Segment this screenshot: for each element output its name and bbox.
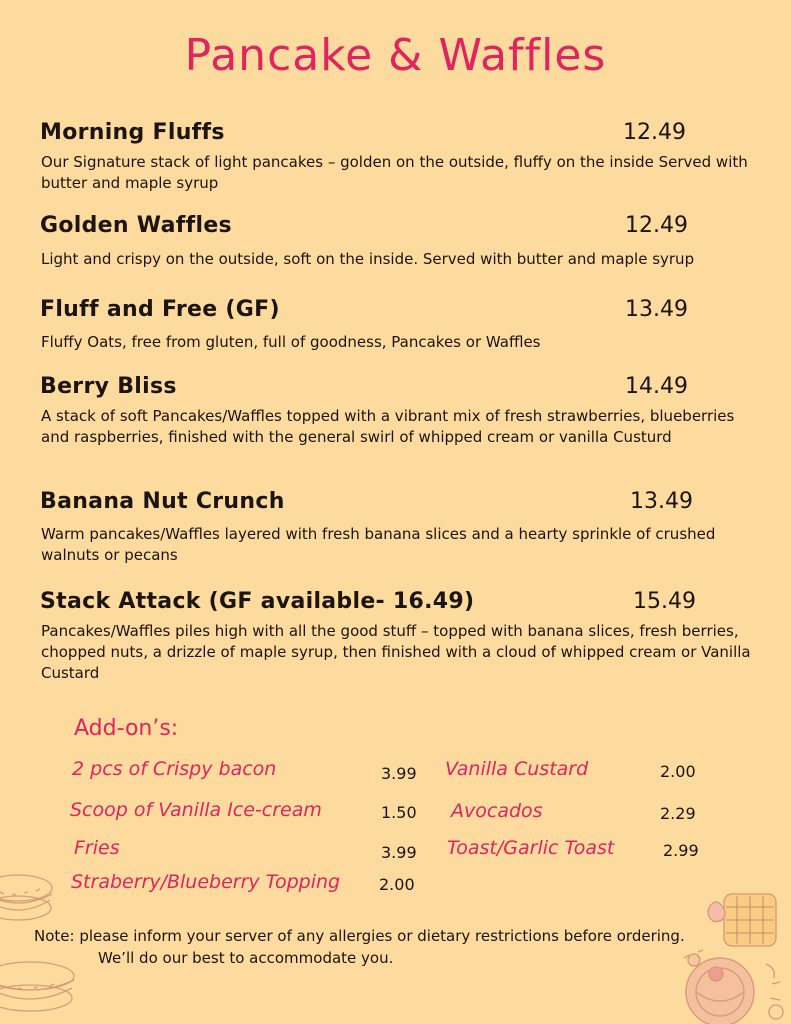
menu-item-price: 14.49	[625, 374, 688, 399]
menu-item-description: Warm pancakes/Waffles layered with fresh banana slices and a hearty sprinkle of crushed walnuts or pecans	[41, 525, 716, 564]
addon-name: Fries	[74, 837, 120, 859]
addon-name: 2 pcs of Crispy bacon	[72, 758, 277, 780]
allergy-note-line2: We’ll do our best to accommodate you.	[98, 949, 394, 967]
macaron-sketch-icon	[0, 868, 80, 1024]
menu-item-price: 13.49	[630, 489, 693, 514]
menu-item-description: Fluffy Oats, free from gluten, full of goodness, Pancakes or Waffles	[41, 333, 541, 351]
menu-item-name: Stack Attack (GF available- 16.49)	[40, 589, 475, 614]
addon-price: 3.99	[381, 764, 417, 783]
addon-price: 2.00	[379, 875, 415, 894]
menu-item-description: Pancakes/Waffles piles high with all the good stuff – topped with banana slices, fresh berries, chopped nuts, a drizzle of maple syrup, then finished with a cloud of whipped cream or Vanilla Custard	[41, 622, 751, 682]
menu-item-price: 12.49	[623, 120, 686, 145]
addon-name: Scoop of Vanilla Ice-cream	[70, 799, 322, 821]
menu-item-description: Our Signature stack of light pancakes – golden on the outside, fluffy on the inside Served with butter and maple syrup	[41, 153, 748, 192]
menu-item-description: Light and crispy on the outside, soft on the inside. Served with butter and maple syrup	[41, 250, 695, 268]
addon-name: Avocados	[451, 800, 543, 822]
allergy-note-line1: Note: please inform your server of any allergies or dietary restrictions before ordering.	[34, 927, 685, 945]
addons-heading: Add-on’s:	[74, 716, 179, 741]
menu-item-name: Banana Nut Crunch	[40, 489, 285, 514]
menu-item-name: Morning Fluffs	[40, 120, 225, 145]
menu-item-name: Berry Bliss	[40, 374, 177, 399]
allergy-note	[34, 925, 774, 969]
menu-item-price: 15.49	[633, 589, 696, 614]
menu-item-price: 12.49	[625, 213, 688, 238]
addon-name: Straberry/Blueberry Topping	[71, 871, 341, 893]
addon-price: 2.29	[660, 804, 696, 823]
addon-name: Toast/Garlic Toast	[447, 837, 615, 859]
waffle-sketch-icon	[676, 888, 791, 1024]
addon-price: 2.00	[660, 762, 696, 781]
menu-title: Pancake & Waffles	[184, 30, 607, 81]
menu-item-description: A stack of soft Pancakes/Waffles topped with a vibrant mix of fresh strawberries, blueberries and raspberries, finished with the general swirl of whipped cream or vanilla Custurd	[41, 407, 735, 446]
menu-item-name: Fluff and Free (GF)	[40, 297, 280, 322]
addon-price: 3.99	[381, 843, 417, 862]
menu-item-name: Golden Waffles	[40, 213, 232, 238]
addon-price: 1.50	[381, 803, 417, 822]
addon-price: 2.99	[663, 841, 699, 860]
menu-item-price: 13.49	[625, 297, 688, 322]
addon-name: Vanilla Custard	[445, 758, 589, 780]
